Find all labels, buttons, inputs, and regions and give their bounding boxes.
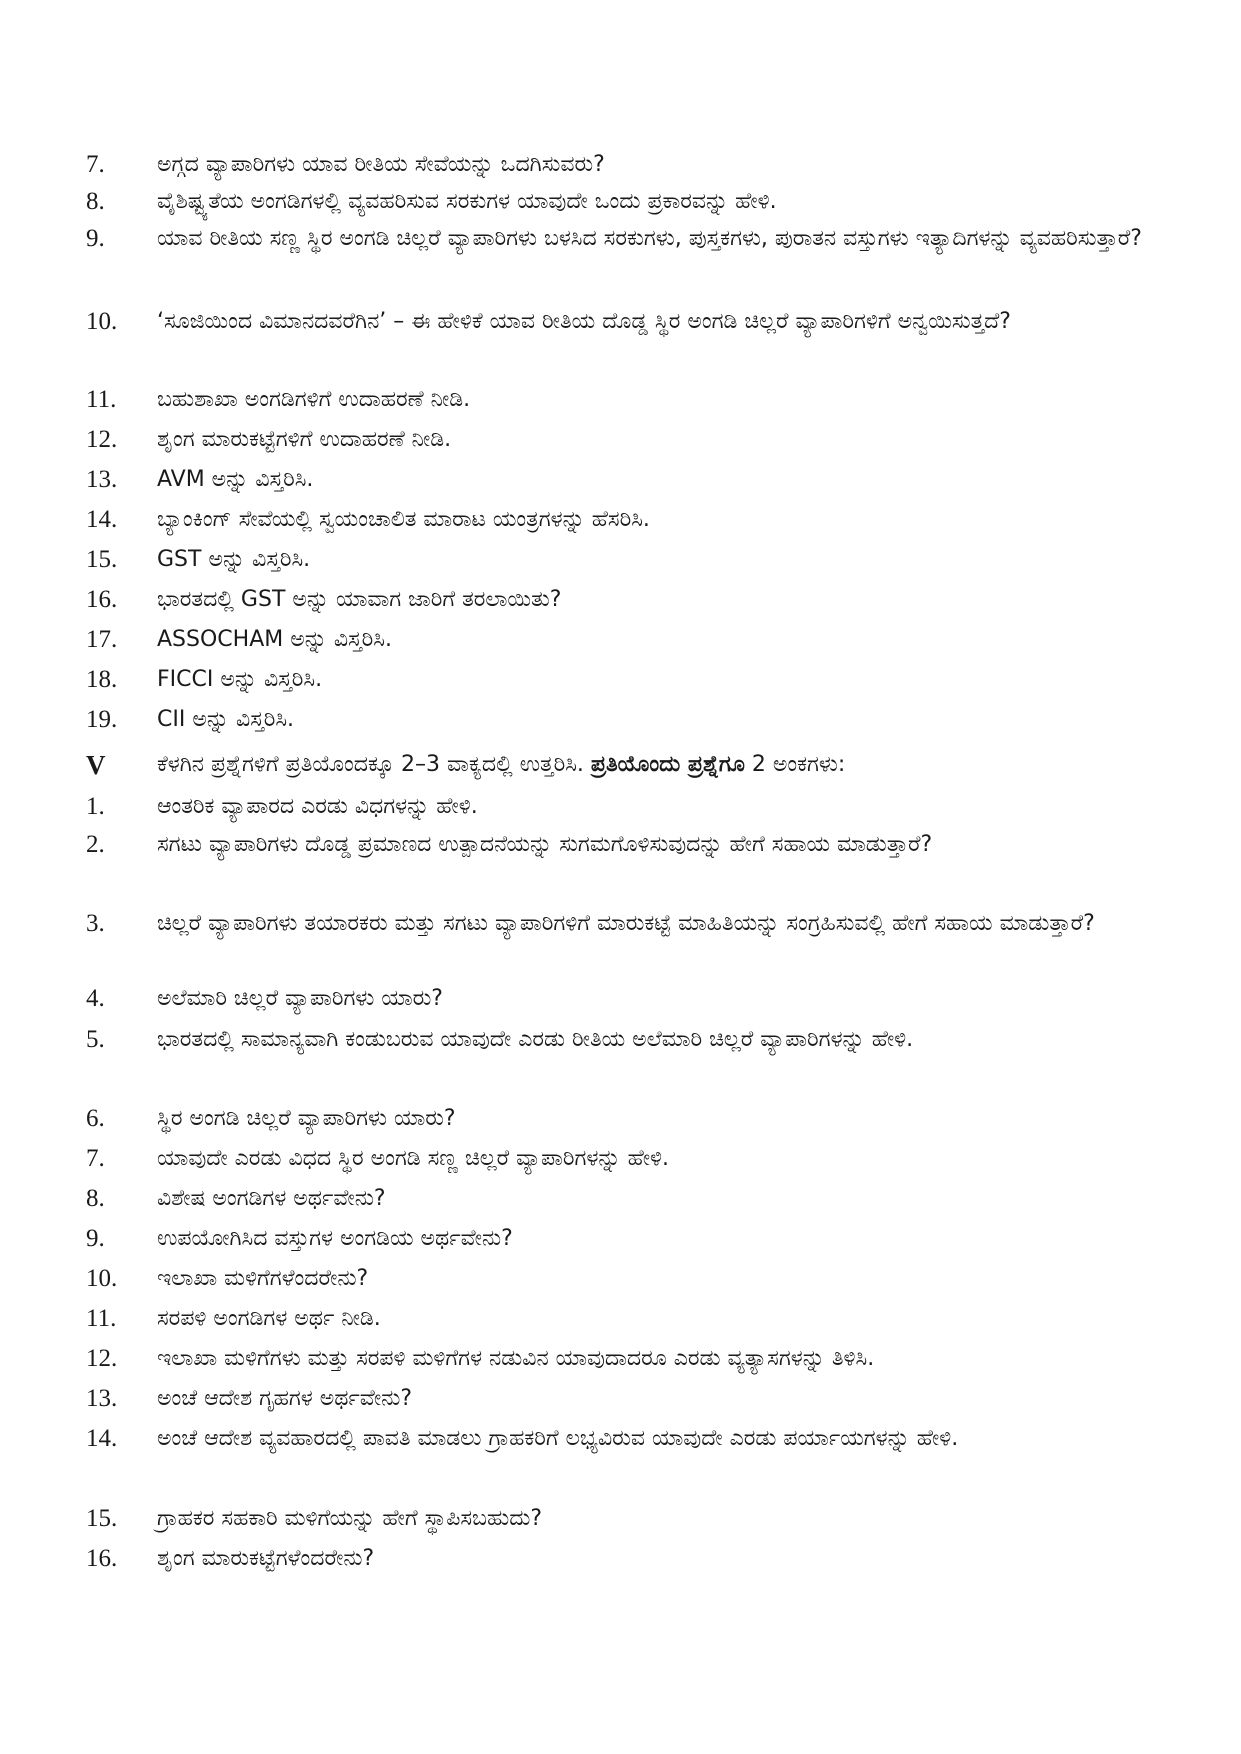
question-text: ಆಂತರಿಕ ವ್ಯಾಪಾರದ ಎರಡು ವಿಧಗಳನ್ನು ಹೇಳಿ. bbox=[157, 794, 478, 819]
question-text: ಸರಪಳಿ ಅಂಗಡಿಗಳ ಅರ್ಥ ನೀಡಿ. bbox=[157, 1306, 381, 1331]
question-text: ಯಾವುದೇ ಎರಡು ವಿಧದ ಸ್ಥಿರ ಅಂಗಡಿ ಸಣ್ಣ ಚಿಲ್ಲರೆ ವ್ಯಾಪಾರಿಗಳನ್ನು ಹೇಳಿ. bbox=[157, 1146, 670, 1171]
question-number: 1. bbox=[86, 793, 105, 820]
question-number: 10. bbox=[86, 1265, 118, 1292]
question-number: 15. bbox=[86, 1505, 118, 1532]
question-text: ಅಂಚೆ ಆದೇಶ ಗೃಹಗಳ ಅರ್ಥವೇನು? bbox=[157, 1386, 413, 1411]
question-number: 12. bbox=[86, 1345, 118, 1372]
question-text: ಅಂಚೆ ಆದೇಶ ವ್ಯವಹಾರದಲ್ಲಿ ಪಾವತಿ ಮಾಡಲು ಗ್ರಾಹಕರಿಗೆ ಲಭ್ಯವಿರುವ ಯಾವುದೇ ಎರಡು ಪರ್ಯಾಯಗಳನ್ನು ಹೇಳಿ. bbox=[157, 1426, 959, 1451]
question-number: 2. bbox=[86, 831, 105, 858]
question-number: 11. bbox=[86, 386, 117, 413]
question-text: ಅಗ್ಗದ ವ್ಯಾಪಾರಿಗಳು ಯಾವ ರೀತಿಯ ಸೇವೆಯನ್ನು ಒದಗಿಸುವರು? bbox=[157, 152, 605, 177]
question-text: ಸಗಟು ವ್ಯಾಪಾರಿಗಳು ದೊಡ್ಡ ಪ್ರಮಾಣದ ಉತ್ಪಾದನೆಯನ್ನು ಸುಗಮಗೊಳಿಸುವುದನ್ನು ಹೇಗೆ ಸಹಾಯ ಮಾಡುತ್ತಾರೆ? bbox=[157, 832, 933, 857]
question-number: 16. bbox=[86, 586, 118, 613]
question-number: 11. bbox=[86, 1305, 117, 1332]
question-number: 19. bbox=[86, 706, 118, 733]
question-number: 8. bbox=[86, 1185, 105, 1212]
question-text: ಚಿಲ್ಲರೆ ವ್ಯಾಪಾರಿಗಳು ತಯಾರಕರು ಮತ್ತು ಸಗಟು ವ್ಯಾಪಾರಿಗಳಿಗೆ ಮಾರುಕಟ್ಟೆ ಮಾಹಿತಿಯನ್ನು ಸಂಗ್ರಹಿಸುವಲ್ಲಿ ಹೇಗೆ ಸಹಾಯ ಮಾಡುತ್ತಾರೆ? bbox=[157, 911, 1095, 936]
question-number: 13. bbox=[86, 1385, 118, 1412]
question-text: ಶೃಂಗ ಮಾರುಕಟ್ಟೆಗಳೆಂದರೇನು? bbox=[157, 1546, 375, 1571]
question-number: 9. bbox=[86, 225, 105, 252]
question-text: ಶೃಂಗ ಮಾರುಕಟ್ಟೆಗಳಿಗೆ ಉದಾಹರಣೆ ನೀಡಿ. bbox=[157, 427, 452, 452]
question-text: ವೈಶಿಷ್ಟ್ಯತೆಯ ಅಂಗಡಿಗಳಲ್ಲಿ ವ್ಯವಹರಿಸುವ ಸರಕುಗಳ ಯಾವುದೇ ಒಂದು ಪ್ರಕಾರವನ್ನು ಹೇಳಿ. bbox=[157, 189, 777, 214]
question-number: 4. bbox=[86, 985, 105, 1012]
question-text: ‘ಸೂಜಿಯಿಂದ ವಿಮಾನದವರೆಗಿನ’ – ಈ ಹೇಳಿಕೆ ಯಾವ ರೀತಿಯ ದೊಡ್ಡ ಸ್ಥಿರ ಅಂಗಡಿ ಚಿಲ್ಲರೆ ವ್ಯಾಪಾರಿಗಳಿಗೆ ಅನ್ವಯಿಸುತ್ತದೆ? bbox=[157, 309, 1011, 334]
question-number: 16. bbox=[86, 1545, 118, 1572]
section-marks: 2 ಅಂಕಗಳು: bbox=[751, 752, 846, 777]
question-text: ಭಾರತದಲ್ಲಿ GST ಅನ್ನು ಯಾವಾಗ ಜಾರಿಗೆ ತರಲಾಯಿತು? bbox=[157, 587, 562, 612]
question-text: ವಿಶೇಷ ಅಂಗಡಿಗಳ ಅರ್ಥವೇನು? bbox=[157, 1186, 386, 1211]
question-number: 12. bbox=[86, 426, 118, 453]
question-text: AVM ಅನ್ನು ವಿಸ್ತರಿಸಿ. bbox=[157, 467, 314, 492]
question-number: 7. bbox=[86, 1145, 105, 1172]
question-text: ಇಲಾಖಾ ಮಳಿಗೆಗಳೆಂದರೇನು? bbox=[157, 1266, 369, 1291]
question-number: 15. bbox=[86, 546, 118, 573]
section-instruction bbox=[157, 746, 1157, 784]
question-number: 6. bbox=[86, 1105, 105, 1132]
question-number: 9. bbox=[86, 1225, 105, 1252]
question-text: ಇಲಾಖಾ ಮಳಿಗೆಗಳು ಮತ್ತು ಸರಪಳಿ ಮಳಿಗೆಗಳ ನಡುವಿನ ಯಾವುದಾದರೂ ಎರಡು ವ್ಯತ್ಯಾಸಗಳನ್ನು ತಿಳಿಸಿ. bbox=[157, 1346, 875, 1371]
question-text: CII ಅನ್ನು ವಿಸ್ತರಿಸಿ. bbox=[157, 707, 295, 732]
question-number: 7. bbox=[86, 151, 105, 178]
question-text: ಯಾವ ರೀತಿಯ ಸಣ್ಣ ಸ್ಥಿರ ಅಂಗಡಿ ಚಿಲ್ಲರೆ ವ್ಯಾಪಾರಿಗಳು ಬಳಸಿದ ಸರಕುಗಳು, ಪುಸ್ತಕಗಳು, ಪುರಾತನ ವಸ್ತುಗಳು ಇತ್ಯಾದಿಗಳನ್ನು ವ್ಯವಹರಿಸುತ್ತಾರೆ? bbox=[157, 226, 1142, 251]
question-number: 18. bbox=[86, 666, 118, 693]
section-instruction-text: ಕೆಳಗಿನ ಪ್ರಶ್ನೆಗಳಿಗೆ ಪ್ರತಿಯೊಂದಕ್ಕೂ 2–3 ವಾಕ್ಯದಲ್ಲಿ ಉತ್ತರಿಸಿ. bbox=[157, 752, 584, 777]
question-number: 3. bbox=[86, 910, 105, 937]
question-number: 5. bbox=[86, 1026, 105, 1053]
question-text: ಭಾರತದಲ್ಲಿ ಸಾಮಾನ್ಯವಾಗಿ ಕಂಡುಬರುವ ಯಾವುದೇ ಎರಡು ರೀತಿಯ ಅಲೆಮಾರಿ ಚಿಲ್ಲರೆ ವ್ಯಾಪಾರಿಗಳನ್ನು ಹೇಳಿ. bbox=[157, 1027, 914, 1052]
question-number: 10. bbox=[86, 308, 118, 335]
question-text: ASSOCHAM ಅನ್ನು ವಿಸ್ತರಿಸಿ. bbox=[157, 627, 392, 652]
question-number: 17. bbox=[86, 626, 118, 653]
question-text: ಉಪಯೋಗಿಸಿದ ವಸ್ತುಗಳ ಅಂಗಡಿಯ ಅರ್ಥವೇನು? bbox=[157, 1226, 513, 1251]
section-number: V bbox=[86, 750, 106, 780]
section-marks-bold: ಪ್ರತಿಯೊಂದು ಪ್ರಶ್ನೆಗೂ bbox=[590, 752, 745, 777]
question-text: ಅಲೆಮಾರಿ ಚಿಲ್ಲರೆ ವ್ಯಾಪಾರಿಗಳು ಯಾರು? bbox=[157, 986, 443, 1011]
question-text: ಗ್ರಾಹಕರ ಸಹಕಾರಿ ಮಳಿಗೆಯನ್ನು ಹೇಗೆ ಸ್ಥಾಪಿಸಬಹುದು? bbox=[157, 1506, 543, 1531]
question-text: GST ಅನ್ನು ವಿಸ್ತರಿಸಿ. bbox=[157, 547, 311, 572]
question-number: 14. bbox=[86, 506, 118, 533]
question-text: ಬ್ಯಾಂಕಿಂಗ್ ಸೇವೆಯಲ್ಲಿ ಸ್ವಯಂಚಾಲಿತ ಮಾರಾಟ ಯಂತ್ರಗಳನ್ನು ಹೆಸರಿಸಿ. bbox=[157, 507, 650, 532]
question-text: FICCI ಅನ್ನು ವಿಸ್ತರಿಸಿ. bbox=[157, 667, 323, 692]
question-text: ಸ್ಥಿರ ಅಂಗಡಿ ಚಿಲ್ಲರೆ ವ್ಯಾಪಾರಿಗಳು ಯಾರು? bbox=[157, 1106, 456, 1131]
question-number: 14. bbox=[86, 1425, 118, 1452]
question-text: ಬಹುಶಾಖಾ ಅಂಗಡಿಗಳಿಗೆ ಉದಾಹರಣೆ ನೀಡಿ. bbox=[157, 387, 471, 412]
question-number: 8. bbox=[86, 188, 105, 215]
question-number: 13. bbox=[86, 466, 118, 493]
